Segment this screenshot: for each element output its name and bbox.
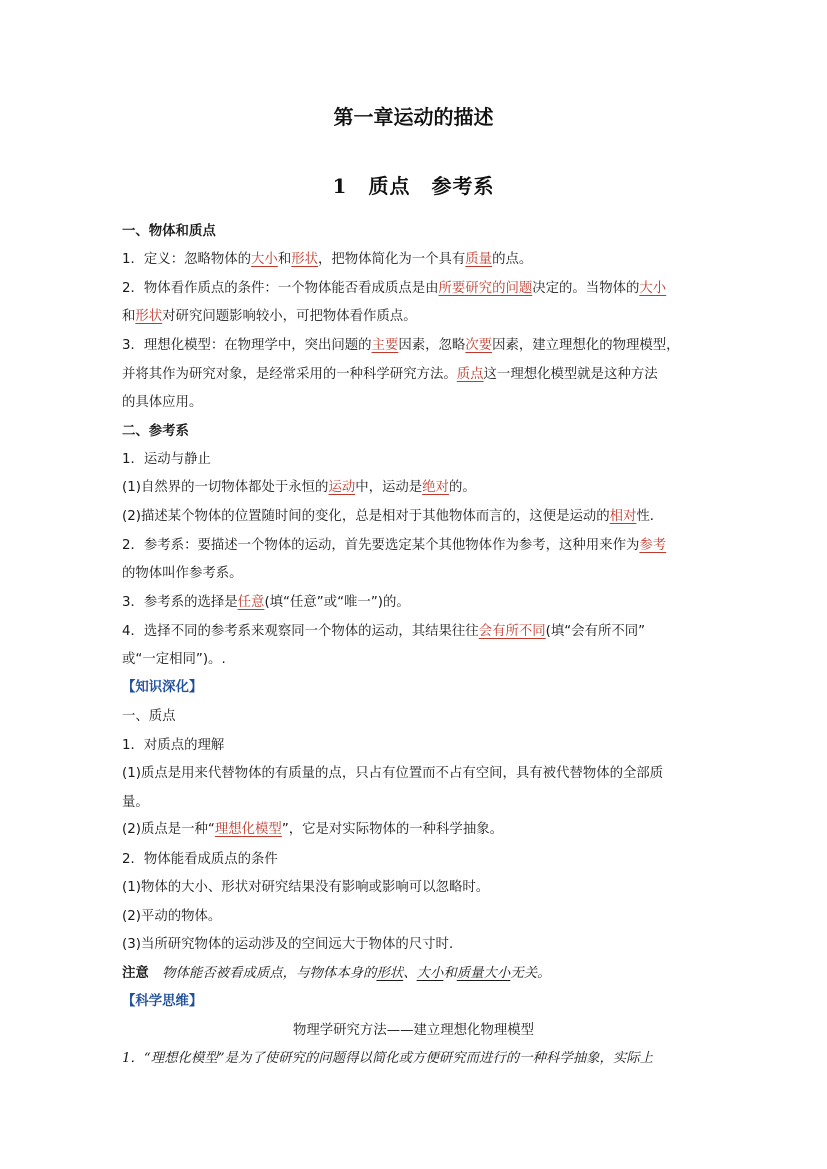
knowledge-deepen-label: 【知识深化】 (122, 680, 203, 695)
paragraph: 的具体应用。 (122, 395, 203, 410)
paragraph: (1)质点是用来代替物体的有质量的点，只占有位置而不占有空间，具有被代替物体的全部质 (122, 766, 664, 781)
paragraph: 1．运动与静止 (122, 452, 211, 467)
paragraph: 4．选择不同的参考系来观察同一个物体的运动，其结果往往会有所不同(填“会有所不同” (122, 624, 646, 639)
science-thinking-label: 【科学思维】 (122, 994, 203, 1009)
answer-blank: 大小 (251, 252, 278, 267)
paragraph: (1)自然界的一切物体都处于永恒的运动中，运动是绝对的。 (122, 480, 476, 495)
paragraph: 3．参考系的选择是任意(填“任意”或“唯一”)的。 (122, 595, 410, 610)
answer-blank: 理想化模型 (214, 822, 282, 837)
answer-blank: 所要研究的问题 (438, 281, 533, 296)
answer-blank: 参考 (639, 538, 667, 553)
answer-blank: 会有所不同 (478, 624, 546, 639)
answer-blank: 主要 (371, 338, 399, 353)
answer-blank: 大小 (639, 281, 667, 296)
paragraph: (2)平动的物体。 (122, 909, 222, 924)
answer-blank: 质点 (456, 367, 484, 382)
chapter-title: 第一章运动的描述 (333, 105, 494, 129)
answer-blank: 形状 (291, 252, 318, 267)
paragraph: 1．对质点的理解 (122, 738, 225, 753)
note-label: 注意 (122, 966, 149, 981)
answer-blank: 次要 (465, 338, 493, 353)
paragraph: 2．物体看作质点的条件：一个物体能否看成质点是由所要研究的问题决定的。当物体的大小 (122, 281, 667, 296)
answer-blank: 形状 (135, 309, 163, 324)
paragraph: 1．“理想化模型”是为了使研究的问题得以简化或方便研究而进行的一种科学抽象，实际上 (122, 1051, 654, 1066)
section-heading: 二、参考系 (122, 424, 189, 439)
method-title: 物理学研究方法——建立理想化物理模型 (292, 1023, 535, 1038)
paragraph: 或“一定相同”)。. (122, 652, 226, 667)
paragraph: (2)描述某个物体的位置随时间的变化，总是相对于其他物体而言的，这便是运动的相对性． (122, 509, 664, 524)
answer-blank: 任意 (237, 595, 265, 610)
section-heading: 一、物体和质点 (122, 224, 216, 239)
answer-blank: 质量 (465, 252, 493, 267)
paragraph: 的物体叫作参考系。 (122, 566, 243, 581)
paragraph: 并将其作为研究对象，是经常采用的一种科学研究方法。质点这一理想化模型就是这种方法 (122, 367, 658, 382)
paragraph: (2)质点是一种“理想化模型”，它是对实际物体的一种科学抽象。 (122, 822, 503, 837)
paragraph: 量。 (122, 795, 149, 810)
section-title: 1 质点 参考系 (332, 174, 495, 198)
paragraph: 2．物体能看成质点的条件 (122, 852, 278, 867)
paragraph: 2．参考系：要描述一个物体的运动，首先要选定某个其他物体作为参考，这种用来作为参考 (122, 538, 667, 553)
answer-blank: 相对 (609, 509, 637, 524)
paragraph: 3．理想化模型：在物理学中，突出问题的主要因素，忽略次要因素，建立理想化的物理模型， (122, 338, 680, 353)
section-heading: 一、质点 (122, 709, 176, 724)
answer-blank: 运动 (328, 480, 356, 495)
note-paragraph: 注意 物体能否被看成质点，与物体本身的形状、大小和质量大小无关。 (122, 966, 551, 981)
paragraph: (3)当所研究物体的运动涉及的空间远大于物体的尺寸时． (122, 937, 463, 952)
paragraph: (1)物体的大小、形状对研究结果没有影响或影响可以忽略时。 (122, 880, 490, 895)
paragraph: 和形状对研究问题影响较小，可把物体看作质点。 (122, 309, 417, 324)
answer-blank: 绝对 (422, 480, 449, 495)
paragraph: 1．定义：忽略物体的大小和形状，把物体简化为一个具有质量的点。 (122, 252, 533, 267)
